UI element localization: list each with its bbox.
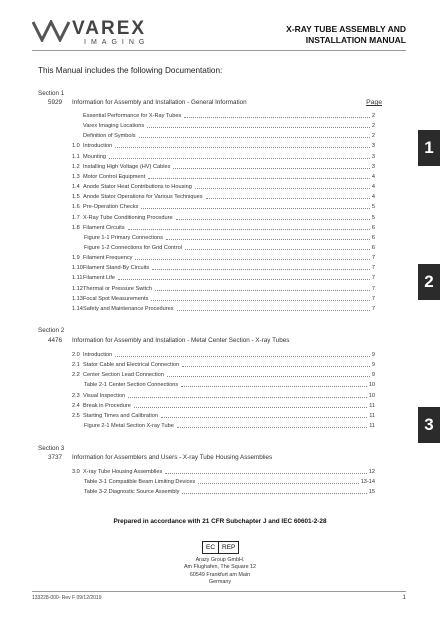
toc-entry-title: Figure 2-1 Metal Section X-ray Tube	[84, 423, 174, 430]
toc-entry-title: Table 3-2 Diagnostic Source Assembly	[84, 489, 180, 496]
section-tab[interactable]: 3	[418, 407, 440, 443]
toc-subentry[interactable]	[84, 477, 375, 486]
toc-entry[interactable]	[72, 111, 375, 120]
toc-entry-page: 2	[371, 123, 375, 130]
toc-entry-page: 2	[371, 133, 375, 140]
dot-leader	[166, 239, 370, 240]
toc-subentry[interactable]	[84, 421, 375, 430]
varex-logo	[32, 18, 152, 46]
dot-leader	[182, 493, 366, 494]
toc-entry-number: 2.3	[72, 392, 80, 399]
toc-entry-number: 1.2	[72, 163, 80, 170]
toc-subentry[interactable]	[84, 233, 375, 242]
toc-entry-title: Introduction	[83, 143, 113, 150]
toc-entry-number: 1.0	[72, 143, 80, 150]
dot-leader	[152, 269, 370, 270]
toc-entry[interactable]	[72, 284, 375, 293]
toc-entry-title: Installing High Voltage (HV) Cables	[83, 163, 171, 170]
section-label: Section 2	[38, 327, 65, 334]
dot-leader	[139, 137, 370, 138]
toc-entry-page: 12	[368, 469, 375, 475]
toc-entry-number: 1.7	[72, 214, 80, 221]
toc-entry-number: 1.6	[72, 204, 80, 211]
toc-entry-page: 6	[371, 234, 375, 241]
ec-label: EC	[206, 544, 216, 551]
toc-entry-page: 7	[371, 265, 375, 272]
toc-entry-page: 4	[371, 184, 375, 191]
dot-leader	[184, 117, 370, 118]
dot-leader	[177, 310, 370, 311]
toc-entry-title: Focal Spot Measurements	[83, 295, 149, 302]
toc-entry-number: 2.4	[72, 402, 80, 409]
section-heading	[48, 99, 408, 106]
toc-entry-page: 7	[371, 255, 375, 262]
dot-leader	[195, 188, 370, 189]
page-column-label: Page	[366, 99, 382, 106]
toc-entry-title: X-Ray Tube Conditioning Procedure	[83, 214, 173, 221]
toc-entry[interactable]	[72, 360, 375, 369]
address-line: Am Flughafen, The Square 12	[183, 564, 257, 571]
toc-entry-number: 2.2	[72, 372, 80, 379]
toc-entry-title: Starting Times and Calibration	[83, 412, 158, 419]
toc-entry-number: 1.5	[72, 194, 80, 201]
dot-leader	[115, 356, 370, 357]
toc-entry-page: 6	[371, 224, 375, 231]
dot-leader	[206, 198, 370, 199]
section-doc-number: 4476	[48, 337, 63, 344]
toc-subentry[interactable]	[84, 380, 375, 389]
toc-entry-number: 1.9	[72, 255, 80, 262]
toc-entry-page: 9	[371, 362, 375, 369]
toc-entry-number: 2.1	[72, 362, 80, 369]
toc-entry-title: Filament Frequency	[83, 255, 133, 262]
toc-entry-title: Safety and Maintenance Procedures	[83, 305, 174, 312]
toc-entry[interactable]	[72, 141, 375, 150]
dot-leader	[141, 208, 370, 209]
toc-entry-number: 2.0	[72, 352, 80, 358]
section-title: Information for Assemblers and Users - X-ray Tube Housing Assemblies	[72, 454, 273, 461]
dot-leader	[148, 178, 370, 179]
manual-title-line2: INSTALLATION MANUAL	[305, 35, 406, 45]
toc-entry[interactable]	[72, 131, 375, 140]
dot-leader	[185, 249, 370, 250]
page-number: 1	[402, 594, 406, 601]
toc-entry-number: 1.14	[72, 305, 83, 312]
dot-leader	[155, 290, 370, 291]
toc-entry[interactable]	[72, 223, 375, 232]
toc-entry[interactable]	[72, 182, 375, 191]
toc-entry-number: 1.10	[72, 265, 83, 272]
toc-entry-title: Table 3-1 Compatible Beam Limiting Devices	[84, 479, 196, 486]
toc-entry[interactable]	[72, 162, 375, 171]
manual-title-line1: X-RAY TUBE ASSEMBLY AND	[286, 24, 406, 34]
toc-entry-page: 10	[368, 392, 375, 399]
toc-entry-title: Stator Cable and Electrical Connection	[83, 362, 180, 369]
toc-entry-page: 4	[371, 173, 375, 180]
toc-entry[interactable]	[72, 304, 375, 313]
toc-entry-title: Mounting	[83, 153, 107, 160]
toc-entry-title: Pre-Operation Checks	[83, 204, 139, 211]
toc-entry[interactable]	[72, 411, 375, 420]
toc-entry-page: 7	[371, 285, 375, 292]
logo-sub-text: IMAGING	[84, 39, 150, 46]
rep-label: REP	[218, 542, 238, 553]
toc-entry-title: Anode Stator Operations for Various Techniques	[83, 194, 203, 201]
toc-entry-page: 5	[371, 214, 375, 221]
dot-leader	[181, 386, 367, 387]
address-line: Arazy Group GmbH.	[195, 557, 245, 563]
toc-entry-number: 2.5	[72, 412, 80, 419]
section-heading	[48, 454, 408, 461]
toc-entry-title: Definition of Symbols	[83, 133, 136, 140]
toc-entry-title: Varex Imaging Locations	[83, 123, 145, 130]
toc-entry-page: 6	[371, 244, 375, 251]
toc-entry-title: Center Section Lead Connection	[83, 372, 164, 379]
toc-entry-title: Introduction	[83, 352, 113, 358]
toc-entry-page: 15	[368, 489, 375, 496]
toc-entry-page: 2	[371, 113, 375, 119]
dot-leader	[128, 397, 367, 398]
toc-entry-title: Visual Inspection	[83, 392, 126, 399]
toc-entry-title: Break in Procedure	[83, 402, 131, 409]
toc-entry[interactable]	[72, 192, 375, 201]
toc-entry-title: Table 2-1 Center Section Connections	[84, 382, 179, 389]
section-doc-number: 5929	[48, 99, 63, 106]
toc-entry-page: 13-14	[360, 479, 375, 486]
toc-entry[interactable]	[72, 213, 375, 222]
toc-entry[interactable]	[72, 294, 375, 303]
toc-entry-title: Filament Circuits	[83, 224, 125, 231]
dot-leader	[147, 127, 370, 128]
section-doc-number: 3737	[48, 454, 63, 461]
section-title: Information for Assembly and Installation - General Information	[72, 99, 247, 106]
toc-entry[interactable]	[72, 202, 375, 211]
section-label: Section 1	[38, 90, 65, 97]
footer-divider	[32, 591, 406, 592]
toc-entry[interactable]	[72, 172, 375, 181]
toc-entry-title: Figure 1-1 Primary Connections	[84, 234, 163, 241]
toc-entry[interactable]	[72, 391, 375, 400]
toc-entry-number: 1.1	[72, 153, 80, 160]
toc-entry-page: 7	[371, 295, 375, 302]
toc-entry-page: 3	[371, 163, 375, 170]
toc-entry-page: 11	[369, 402, 375, 409]
section-tab[interactable]: 2	[418, 264, 440, 300]
dot-leader	[115, 147, 370, 148]
toc-entry[interactable]	[72, 263, 375, 272]
dot-leader	[177, 427, 367, 428]
document-revision: 133228-000- Rev F 09/12/2019	[32, 595, 102, 601]
toc-entry-number: 1.11	[72, 275, 83, 282]
toc-entry-title: Motor Control Equipment	[83, 173, 146, 180]
toc-entry[interactable]	[72, 253, 375, 262]
toc-entry[interactable]	[72, 467, 375, 476]
dot-leader	[135, 259, 369, 260]
dot-leader	[165, 473, 366, 474]
toc-entry[interactable]	[72, 121, 375, 130]
section-heading	[48, 337, 408, 344]
intro-text: This Manual includes the following Documentation:	[38, 66, 223, 75]
toc-entry-number: 1.8	[72, 224, 80, 231]
toc-entry[interactable]	[72, 152, 375, 161]
toc-entry-page: 11	[369, 423, 375, 430]
toc-entry-page: 7	[371, 305, 375, 312]
header-divider	[32, 50, 406, 51]
toc-entry[interactable]	[72, 401, 375, 410]
address-line: Germany	[208, 578, 232, 585]
toc-entry-page: 7	[371, 275, 375, 282]
toc-entry-title: Anode Stator Heat Contributions to Housing	[83, 184, 192, 191]
compliance-statement: Prepared in accordance with 21 CFR Subchapter J and IEC 60601-2-28	[113, 518, 327, 525]
dot-leader	[167, 376, 370, 377]
toc-entry-number: 3.0	[72, 469, 80, 475]
toc-entry-page: 4	[371, 194, 375, 201]
toc-entry-page: 9	[371, 352, 375, 358]
toc-entry-page: 10	[368, 382, 375, 389]
dot-leader	[198, 483, 358, 484]
address-line: 60549 Frankfurt am Main	[189, 571, 251, 578]
varex-logo-icon	[32, 20, 70, 42]
toc-entry-title: Filament Stand-By Circuits	[83, 265, 150, 272]
toc-entry-page: 9	[371, 372, 375, 379]
logo-brand-text: VAREX	[72, 18, 147, 39]
toc-entry-title: Filament Life	[83, 275, 116, 282]
toc-subentry[interactable]	[84, 487, 375, 496]
toc-subentry[interactable]	[84, 243, 375, 252]
ec-rep-address	[0, 557, 440, 586]
toc-entry[interactable]	[72, 350, 375, 359]
section-title: Information for Assembly and Installation - Metal Center Section - X-ray Tubes	[72, 337, 290, 344]
toc-entry-number: 1.4	[72, 184, 80, 191]
dot-leader	[161, 417, 367, 418]
toc-entry-page: 5	[371, 204, 375, 211]
dot-leader	[109, 158, 370, 159]
dot-leader	[134, 407, 367, 408]
dot-leader	[151, 300, 370, 301]
toc-entry-title: Figure 1-2 Connections for Grid Control	[84, 244, 182, 251]
dot-leader	[176, 219, 370, 220]
manual-title	[286, 24, 406, 46]
toc-entry[interactable]	[72, 273, 375, 282]
toc-entry-number: 1.12	[72, 285, 83, 292]
dot-leader	[128, 229, 370, 230]
toc-entry-title: X-ray Tube Housing Assemblies	[83, 469, 163, 475]
toc-entry-number: 1.13	[72, 295, 83, 302]
toc-entry-page: 11	[369, 412, 375, 419]
toc-entry-title: Essential Performance for X-Ray Tubes	[83, 113, 182, 119]
dot-leader	[182, 366, 370, 367]
dot-leader	[173, 168, 370, 169]
toc-entry-number: 1.3	[72, 173, 80, 180]
toc-entry[interactable]	[72, 370, 375, 379]
section-label: Section 3	[38, 445, 65, 452]
toc-entry-page: 3	[371, 143, 375, 150]
section-tab[interactable]: 1	[418, 130, 440, 166]
ec-rep-symbol	[202, 541, 239, 554]
dot-leader	[118, 279, 370, 280]
toc-entry-title: Thermal or Pressure Switch	[83, 285, 153, 292]
toc-entry-page: 3	[371, 153, 375, 160]
